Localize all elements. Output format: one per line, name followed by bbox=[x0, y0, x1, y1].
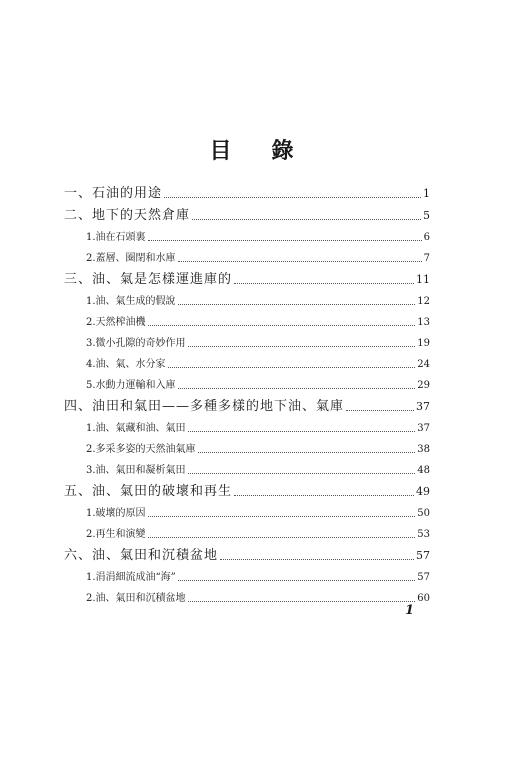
toc-section-entry bbox=[64, 439, 430, 460]
dot-leader bbox=[178, 580, 416, 581]
dot-leader bbox=[188, 346, 416, 347]
title-char-2: 錄 bbox=[271, 138, 296, 164]
toc-entry-page: 60 bbox=[417, 593, 430, 604]
toc-chapter-entry bbox=[64, 205, 430, 227]
dot-leader bbox=[188, 601, 416, 602]
toc-section-entry bbox=[64, 418, 430, 439]
toc-entry-label: 五、油、氣田的破壞和再生 bbox=[64, 484, 233, 499]
toc-entry-label: 2.蓋層、圈閉和水庫 bbox=[86, 253, 176, 264]
toc-entry-page: 57 bbox=[417, 572, 430, 583]
dot-leader bbox=[192, 219, 421, 220]
toc-entry-label: 2.多采多姿的天然油氣庫 bbox=[86, 444, 196, 455]
toc-entry-label: 四、油田和氣田——多種多樣的地下油、氣庫 bbox=[64, 399, 345, 414]
toc-entry-page: 12 bbox=[417, 296, 430, 307]
toc-entry-page: 37 bbox=[417, 423, 430, 434]
toc-entry-label: 1.油在石頭裏 bbox=[86, 232, 146, 243]
toc-section-entry bbox=[64, 503, 430, 524]
toc-entry-label: 三、油、氣是怎樣運進庫的 bbox=[64, 272, 233, 287]
toc-entry-label: 1.破壞的原因 bbox=[86, 508, 146, 519]
table-of-contents bbox=[64, 183, 430, 609]
toc-entry-page: 49 bbox=[416, 485, 430, 498]
toc-entry-label: 1.油、氣藏和油、氣田 bbox=[86, 423, 186, 434]
toc-entry-label: 2.天然榨油機 bbox=[86, 317, 146, 328]
toc-chapter-entry bbox=[64, 396, 430, 418]
toc-entry-label: 一、石油的用途 bbox=[64, 186, 163, 201]
toc-entry-page: 53 bbox=[417, 529, 430, 540]
toc-section-entry bbox=[64, 227, 430, 248]
toc-section-entry bbox=[64, 524, 430, 545]
dot-leader bbox=[346, 410, 414, 411]
dot-leader bbox=[148, 537, 416, 538]
dot-leader bbox=[178, 261, 422, 262]
toc-entry-label: 5.水動力運輸和入庫 bbox=[86, 380, 176, 391]
toc-section-entry bbox=[64, 333, 430, 354]
toc-section-entry bbox=[64, 460, 430, 481]
toc-entry-page: 57 bbox=[416, 549, 430, 562]
dot-leader bbox=[188, 431, 416, 432]
toc-entry-page: 5 bbox=[423, 209, 430, 222]
toc-chapter-entry bbox=[64, 269, 430, 291]
toc-chapter-entry bbox=[64, 481, 430, 503]
toc-entry-page: 37 bbox=[416, 400, 430, 413]
toc-entry-label: 1.涓涓細流成油“海” bbox=[86, 572, 176, 583]
toc-section-entry bbox=[64, 375, 430, 396]
toc-entry-page: 24 bbox=[417, 359, 430, 370]
toc-entry-label: 3.油、氣田和凝析氣田 bbox=[86, 465, 186, 476]
dot-leader bbox=[148, 516, 416, 517]
dot-leader bbox=[188, 473, 416, 474]
dot-leader bbox=[148, 240, 422, 241]
toc-entry-label: 二、地下的天然倉庫 bbox=[64, 208, 191, 223]
dot-leader bbox=[220, 559, 414, 560]
toc-section-entry bbox=[64, 567, 430, 588]
dot-leader bbox=[178, 304, 416, 305]
dot-leader bbox=[168, 367, 416, 368]
toc-entry-page: 11 bbox=[416, 273, 430, 286]
dot-leader bbox=[198, 452, 416, 453]
page-number: 1 bbox=[405, 603, 415, 618]
toc-chapter-entry bbox=[64, 183, 430, 205]
toc-chapter-entry bbox=[64, 545, 430, 567]
toc-entry-label: 3.微小孔隙的奇妙作用 bbox=[86, 338, 186, 349]
toc-entry-page: 1 bbox=[423, 187, 430, 200]
dot-leader bbox=[164, 197, 421, 198]
toc-entry-label: 六、油、氣田和沉積盆地 bbox=[64, 548, 219, 563]
toc-entry-page: 7 bbox=[423, 253, 430, 264]
title-char-1: 目 bbox=[209, 138, 234, 164]
toc-entry-page: 50 bbox=[417, 508, 430, 519]
toc-section-entry bbox=[64, 354, 430, 375]
toc-entry-label: 2.再生和演變 bbox=[86, 529, 146, 540]
toc-section-entry bbox=[64, 588, 430, 609]
dot-leader bbox=[234, 495, 414, 496]
toc-entry-label: 2.油、氣田和沉積盆地 bbox=[86, 593, 186, 604]
toc-entry-page: 13 bbox=[417, 317, 430, 328]
dot-leader bbox=[234, 283, 414, 284]
toc-entry-page: 48 bbox=[417, 465, 430, 476]
dot-leader bbox=[178, 388, 416, 389]
toc-entry-page: 29 bbox=[417, 380, 430, 391]
toc-entry-label: 4.油、氣、水分家 bbox=[86, 359, 166, 370]
toc-entry-page: 6 bbox=[423, 232, 430, 243]
toc-entry-label: 1.油、氣生成的假說 bbox=[86, 296, 176, 307]
toc-section-entry bbox=[64, 248, 430, 269]
toc-section-entry bbox=[64, 312, 430, 333]
toc-section-entry bbox=[64, 291, 430, 312]
toc-entry-page: 38 bbox=[417, 444, 430, 455]
page-title bbox=[0, 134, 505, 165]
dot-leader bbox=[148, 325, 416, 326]
toc-entry-page: 19 bbox=[417, 338, 430, 349]
